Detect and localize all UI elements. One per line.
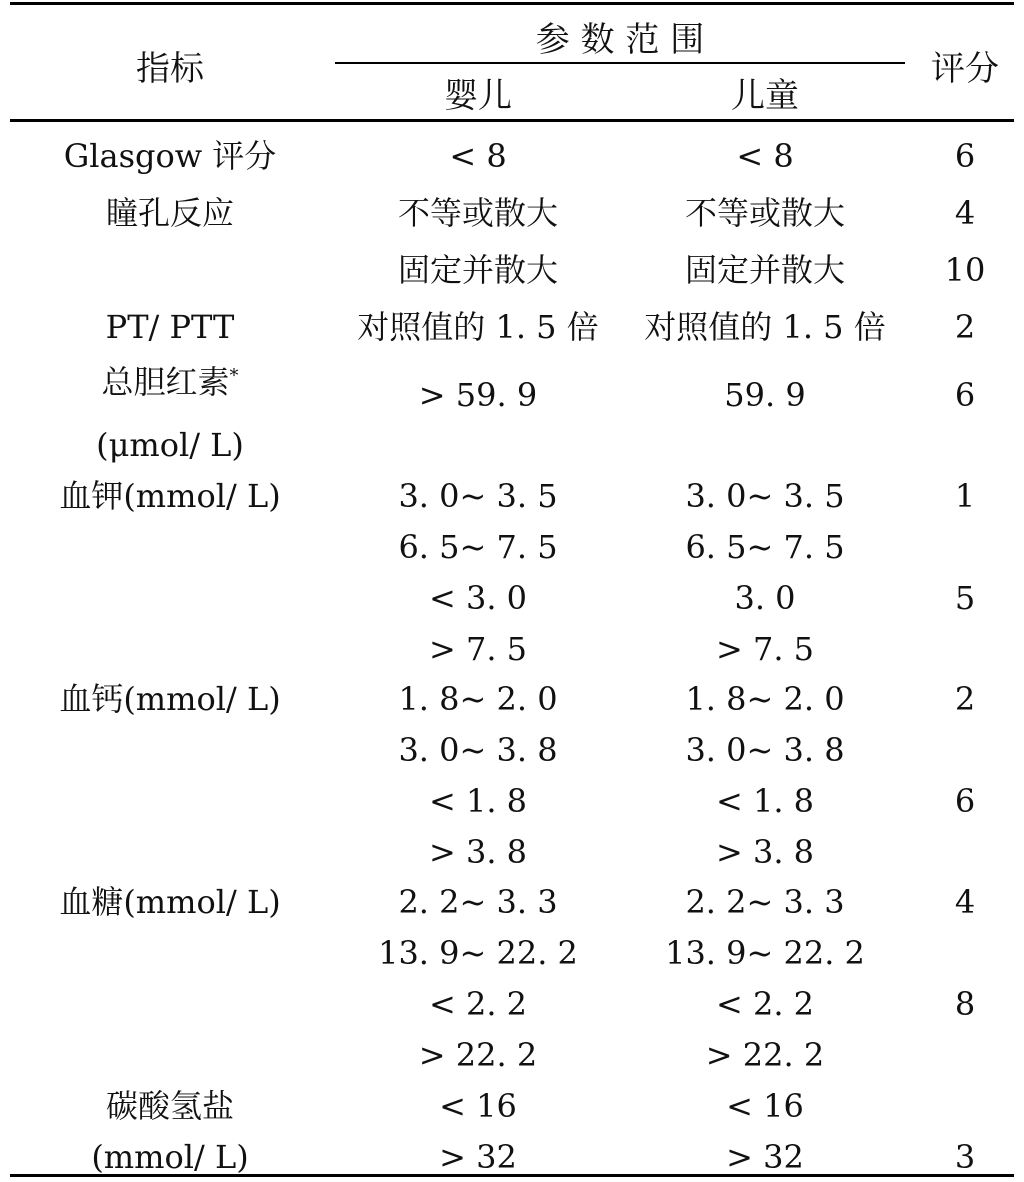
row-score — [915, 420, 1015, 470]
row-label — [40, 624, 300, 674]
row-child-value: > 22. 2 — [705, 1036, 825, 1074]
row-infant-value: 2. 2~ 3. 3 — [398, 883, 558, 921]
row-child-value: 不等或散大 — [684, 194, 845, 232]
row-label — [40, 573, 300, 623]
header-score: 评分 — [931, 49, 999, 89]
row-infant-value: < 16 — [439, 1087, 517, 1125]
row-score: 6 — [954, 137, 976, 175]
row-infant-value: > 32 — [439, 1138, 517, 1176]
row-label — [40, 1030, 300, 1080]
row-child-value: < 16 — [726, 1087, 804, 1125]
row-child-value: < 2. 2 — [715, 985, 815, 1023]
row-infant-value: 固定并散大 — [397, 251, 558, 289]
header-child: 儿童 — [731, 76, 799, 116]
row-label: 血钾(mmol/ L) — [59, 477, 281, 515]
row-infant-value: 对照值的 1. 5 倍 — [357, 308, 599, 346]
row-child-value: 对照值的 1. 5 倍 — [644, 308, 886, 346]
row-score: 3 — [954, 1138, 976, 1176]
header-rule — [10, 119, 1014, 122]
row-label — [40, 928, 300, 978]
bilirubin-footnote-mark: * — [229, 365, 239, 387]
row-child-value: < 1. 8 — [715, 782, 815, 820]
row-infant-value: < 1. 8 — [428, 782, 528, 820]
row-score: 1 — [954, 477, 976, 515]
row-child-value — [620, 420, 910, 470]
row-infant-value: < 2. 2 — [428, 985, 528, 1023]
row-score — [915, 624, 1015, 674]
row-child-value: > 3. 8 — [715, 833, 815, 871]
header-indicator: 指标 — [136, 49, 204, 89]
row-label — [40, 370, 300, 420]
row-infant-value: 3. 0~ 3. 5 — [398, 477, 558, 515]
row-infant-value: > 3. 8 — [428, 833, 528, 871]
row-child-value: 3. 0~ 3. 5 — [685, 477, 845, 515]
param-range-rule — [335, 62, 905, 64]
row-score — [915, 1030, 1015, 1080]
row-score: 2 — [954, 308, 976, 346]
row-child-value: 1. 8~ 2. 0 — [685, 680, 845, 718]
row-label: Glasgow 评分 — [63, 137, 277, 175]
row-infant-value: > 22. 2 — [418, 1036, 538, 1074]
row-score: 5 — [954, 579, 976, 617]
row-child-value: 59. 9 — [724, 376, 806, 414]
row-score: 2 — [954, 680, 976, 718]
row-score: 4 — [954, 883, 976, 921]
header-param-range: 参 数 范 围 — [535, 20, 705, 60]
row-score — [915, 522, 1015, 572]
row-label — [40, 522, 300, 572]
row-label — [40, 725, 300, 775]
row-score — [915, 928, 1015, 978]
row-infant-value: > 59. 9 — [418, 376, 538, 414]
row-label — [40, 979, 300, 1029]
row-infant-value: < 8 — [449, 137, 507, 175]
row-label — [40, 827, 300, 877]
row-score: 6 — [954, 376, 976, 414]
row-infant-value: 1. 8~ 2. 0 — [398, 680, 558, 718]
row-score — [915, 725, 1015, 775]
row-infant-value: 13. 9~ 22. 2 — [378, 934, 578, 972]
row-child-value: 13. 9~ 22. 2 — [665, 934, 865, 972]
row-label: (μmol/ L) — [96, 426, 244, 464]
top-rule — [10, 2, 1014, 5]
row-score: 10 — [944, 251, 986, 289]
row-child-value: 3. 0 — [734, 579, 796, 617]
row-child-value: 固定并散大 — [684, 251, 845, 289]
row-score — [915, 827, 1015, 877]
row-label: 血糖(mmol/ L) — [59, 883, 281, 921]
row-child-value: < 8 — [736, 137, 794, 175]
row-infant-value: 6. 5~ 7. 5 — [398, 528, 558, 566]
row-infant-value: 不等或散大 — [397, 194, 558, 232]
row-infant-value: 3. 0~ 3. 8 — [398, 731, 558, 769]
row-label: 碳酸氢盐 — [105, 1087, 234, 1125]
row-score — [915, 1081, 1015, 1131]
row-label: 血钙(mmol/ L) — [59, 680, 281, 718]
row-label: 瞳孔反应 — [105, 194, 234, 232]
row-child-value: > 7. 5 — [715, 630, 815, 668]
row-infant-value: > 7. 5 — [428, 630, 528, 668]
bilirubin-label-text: 总胆红素 — [101, 363, 230, 401]
row-label — [40, 776, 300, 826]
row-score: 6 — [954, 782, 976, 820]
row-infant-value: < 3. 0 — [428, 579, 528, 617]
row-score: 8 — [954, 985, 976, 1023]
header-infant: 婴儿 — [444, 76, 512, 116]
row-infant-value — [340, 420, 616, 470]
row-label: PT/ PTT — [105, 308, 235, 346]
row-label: (mmol/ L) — [91, 1138, 249, 1176]
row-child-value: 3. 0~ 3. 8 — [685, 731, 845, 769]
row-child-value: 6. 5~ 7. 5 — [685, 528, 845, 566]
row-label — [40, 245, 300, 295]
row-child-value: 2. 2~ 3. 3 — [685, 883, 845, 921]
row-score: 4 — [954, 194, 976, 232]
row-child-value: > 32 — [726, 1138, 804, 1176]
